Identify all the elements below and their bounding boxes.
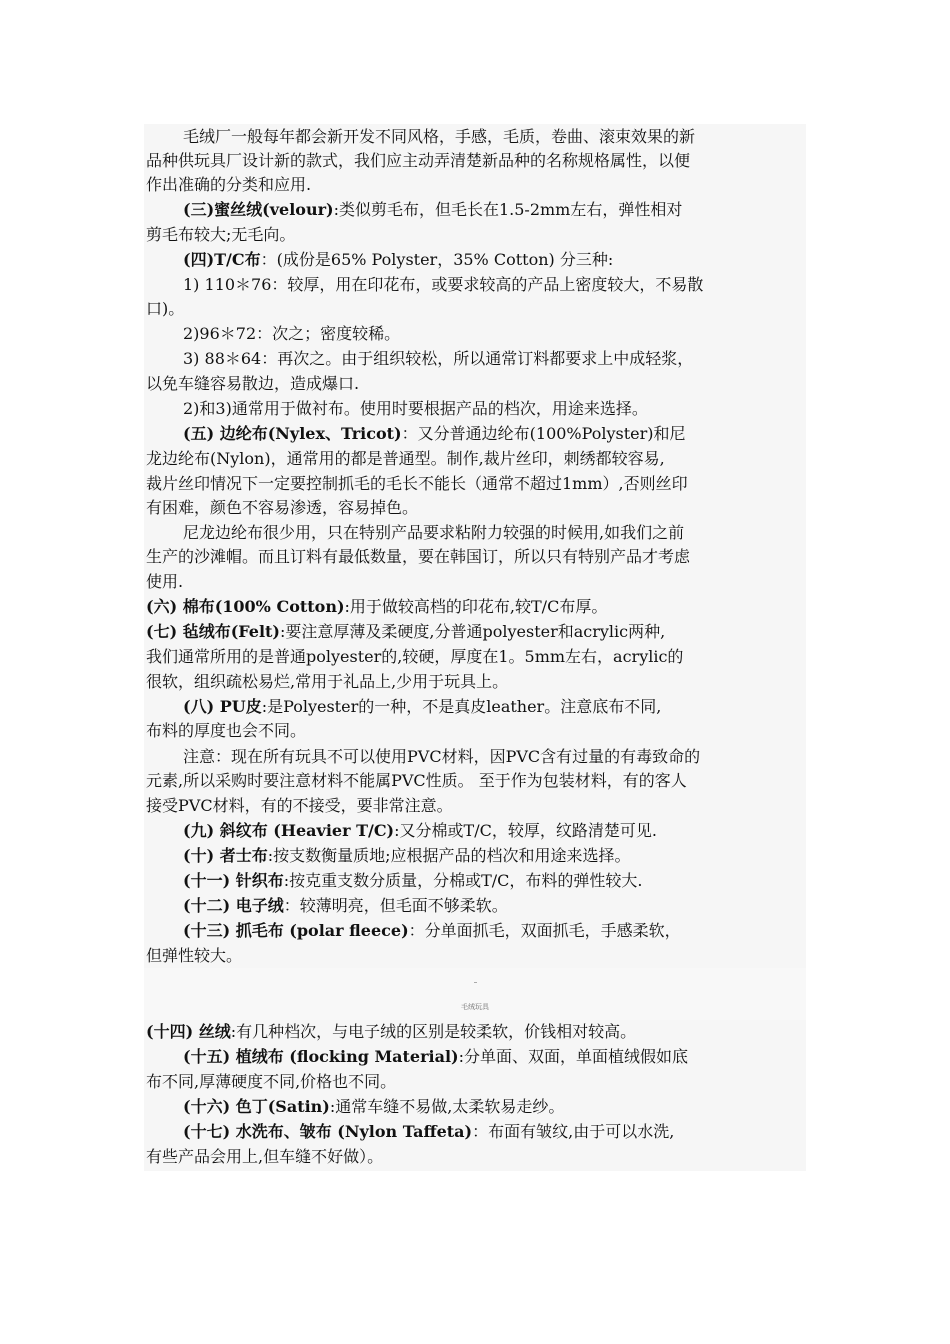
text-run: ：分单面抓毛，双面抓毛，手感柔软， bbox=[408, 921, 681, 940]
text-heading: (六) 棉布(100% Cotton) bbox=[146, 597, 345, 616]
text-line bbox=[183, 325, 400, 343]
text-run: :通常车缝不易做,太柔软易走纱。 bbox=[329, 1097, 565, 1116]
text-run: 1) 110＊76：较厚，用在印花布，或要求较高的产品上密度较大，不易散 bbox=[183, 275, 704, 294]
text-run: 元素,所以采购时要注意材料不能属PVC性质。 至于作为包装材料，有的客人 bbox=[146, 771, 687, 790]
text-line bbox=[183, 251, 613, 269]
text-line bbox=[183, 524, 684, 542]
text-heading: (十五) 植绒布 (flocking Material) bbox=[183, 1047, 459, 1066]
text-run: 有些产品会用上,但车缝不好做）。 bbox=[146, 1147, 384, 1166]
text-heading: (四)T/C布 bbox=[183, 250, 261, 269]
text-run: 作出准确的分类和应用. bbox=[146, 175, 312, 194]
text-line bbox=[183, 1123, 674, 1141]
text-line bbox=[146, 648, 683, 666]
text-line bbox=[146, 722, 306, 740]
text-run: 口)。 bbox=[146, 299, 185, 318]
text-heading: (十一) 针织布 bbox=[183, 871, 284, 890]
text-line bbox=[146, 450, 665, 468]
text-run: ：(成份是65% Polyster，35% Cotton) 分三种: bbox=[260, 250, 614, 269]
text-run: 剪毛布较大;无毛向。 bbox=[146, 225, 296, 244]
text-line bbox=[146, 623, 665, 641]
text-line bbox=[146, 673, 508, 691]
text-line bbox=[146, 176, 311, 194]
text-run: 布不同,厚薄硬度不同,价格也不同。 bbox=[146, 1072, 397, 1091]
text-line bbox=[146, 1073, 396, 1091]
text-line bbox=[183, 276, 703, 294]
text-run: 3) 88＊64：再次之。由于组织较松，所以通常订料都要求上中成轻浆， bbox=[183, 349, 694, 368]
text-heading: (七) 毡绒布(Felt) bbox=[146, 622, 280, 641]
text-line bbox=[146, 226, 295, 244]
text-run: ：较薄明亮，但毛面不够柔软。 bbox=[283, 896, 508, 915]
text-line bbox=[146, 499, 418, 517]
text-line bbox=[183, 872, 643, 890]
text-run: 我们通常所用的是普通polyester的,较硬，厚度在1。5mm左右，acrylic的 bbox=[146, 647, 684, 666]
text-line bbox=[146, 947, 242, 965]
text-run: 以免车缝容易散边，造成爆口. bbox=[146, 374, 360, 393]
text-run: 注意：现在所有玩具不可以使用PVC材料，因PVC含有过量的有毒致命的 bbox=[183, 747, 701, 766]
text-run: ：又分普通边纶布(100%Polyster)和尼 bbox=[401, 424, 686, 443]
text-line bbox=[146, 598, 607, 616]
text-line bbox=[183, 400, 648, 418]
text-run: 裁片丝印情况下一定要控制抓毛的毛长不能长（通常不超过1mm）,否则丝印 bbox=[146, 474, 688, 493]
text-run: :按克重支数分质量，分棉或T/C，布料的弹性较大. bbox=[283, 871, 643, 890]
text-run: 接受PVC材料，有的不接受，要非常注意。 bbox=[146, 796, 453, 815]
text-line bbox=[183, 897, 508, 915]
text-run: :分单面、双面，单面植绒假如底 bbox=[458, 1047, 689, 1066]
text-heading: (八) PU皮 bbox=[183, 697, 262, 716]
page-footer: 毛绒玩具 bbox=[461, 1003, 489, 1011]
text-run: 2)和3)通常用于做衬布。使用时要根据产品的档次，用途来选择。 bbox=[183, 399, 648, 418]
text-line bbox=[183, 425, 686, 443]
text-run: 龙边纶布(Nylon)，通常用的都是普通型。制作,裁片丝印，刺绣都较容易, bbox=[146, 449, 665, 468]
text-heading: (十七) 水洗布、皱布 (Nylon Taffeta) bbox=[183, 1122, 473, 1141]
text-line bbox=[183, 698, 661, 716]
text-run: :类似剪毛布，但毛长在1.5-2mm左右，弹性相对 bbox=[333, 200, 683, 219]
text-line bbox=[183, 822, 657, 840]
text-heading: (十四) 丝绒 bbox=[146, 1022, 231, 1041]
text-line bbox=[183, 922, 681, 940]
text-line bbox=[146, 772, 687, 790]
text-line bbox=[183, 748, 700, 766]
text-line bbox=[183, 128, 695, 146]
text-run: :按支数衡量质地;应根据产品的档次和用途来选择。 bbox=[267, 846, 631, 865]
text-line bbox=[183, 1048, 688, 1066]
text-line bbox=[146, 548, 690, 566]
text-run: 有困难，颜色不容易渗透，容易掉色。 bbox=[146, 498, 419, 517]
text-heading: (五) 边纶布(Nylex、Tricot) bbox=[183, 424, 402, 443]
page-mark bbox=[474, 982, 477, 983]
text-line bbox=[146, 797, 453, 815]
text-line bbox=[146, 475, 688, 493]
text-heading: (十三) 抓毛布 (polar fleece) bbox=[183, 921, 409, 940]
text-heading: (十) 者士布 bbox=[183, 846, 268, 865]
text-run: 尼龙边纶布很少用，只在特别产品要求粘附力较强的时候用,如我们之前 bbox=[183, 523, 685, 542]
text-run: :要注意厚薄及柔硬度,分普通polyester和acrylic两种, bbox=[280, 622, 666, 641]
text-line bbox=[183, 1098, 564, 1116]
text-run: 布料的厚度也会不同。 bbox=[146, 721, 307, 740]
text-run: :又分棉或T/C，较厚，纹路清楚可见. bbox=[394, 821, 657, 840]
text-run: 但弹性较大。 bbox=[146, 946, 243, 965]
page-break bbox=[144, 968, 806, 1020]
text-run: 很软，组织疏松易烂,常用于礼品上,少用于玩具上。 bbox=[146, 672, 509, 691]
text-run: 2)96＊72：次之；密度较稀。 bbox=[183, 324, 401, 343]
text-run: 使用. bbox=[146, 572, 184, 591]
text-run: :有几种档次，与电子绒的区别是较柔软，价钱相对较高。 bbox=[230, 1022, 637, 1041]
text-line bbox=[146, 573, 183, 591]
text-line bbox=[146, 152, 690, 170]
text-run: 毛绒厂一般每年都会新开发不同风格，手感，毛质，卷曲、滚束效果的新 bbox=[183, 127, 696, 146]
text-line bbox=[183, 201, 682, 219]
text-run: ：布面有皱纹,由于可以水洗, bbox=[472, 1122, 675, 1141]
text-run: :是Polyester的一种，不是真皮leather。注意底布不同, bbox=[261, 697, 662, 716]
text-run: 品种供玩具厂设计新的款式，我们应主动弄清楚新品种的名称规格属性，以便 bbox=[146, 151, 691, 170]
text-line bbox=[146, 1023, 636, 1041]
text-heading: (九) 斜纹布 (Heavier T/C) bbox=[183, 821, 395, 840]
text-line bbox=[183, 350, 693, 368]
text-heading: (十二) 电子绒 bbox=[183, 896, 284, 915]
text-line bbox=[146, 1148, 383, 1166]
text-line bbox=[146, 300, 184, 318]
text-line bbox=[146, 375, 359, 393]
text-heading: (三)蜜丝绒(velour) bbox=[183, 200, 334, 219]
text-line bbox=[183, 847, 631, 865]
text-run: 生产的沙滩帽。而且订料有最低数量，要在韩国订，所以只有特别产品才考虑 bbox=[146, 547, 691, 566]
text-heading: (十六) 色丁(Satin) bbox=[183, 1097, 330, 1116]
text-run: :用于做较高档的印花布,较T/C布厚。 bbox=[344, 597, 608, 616]
